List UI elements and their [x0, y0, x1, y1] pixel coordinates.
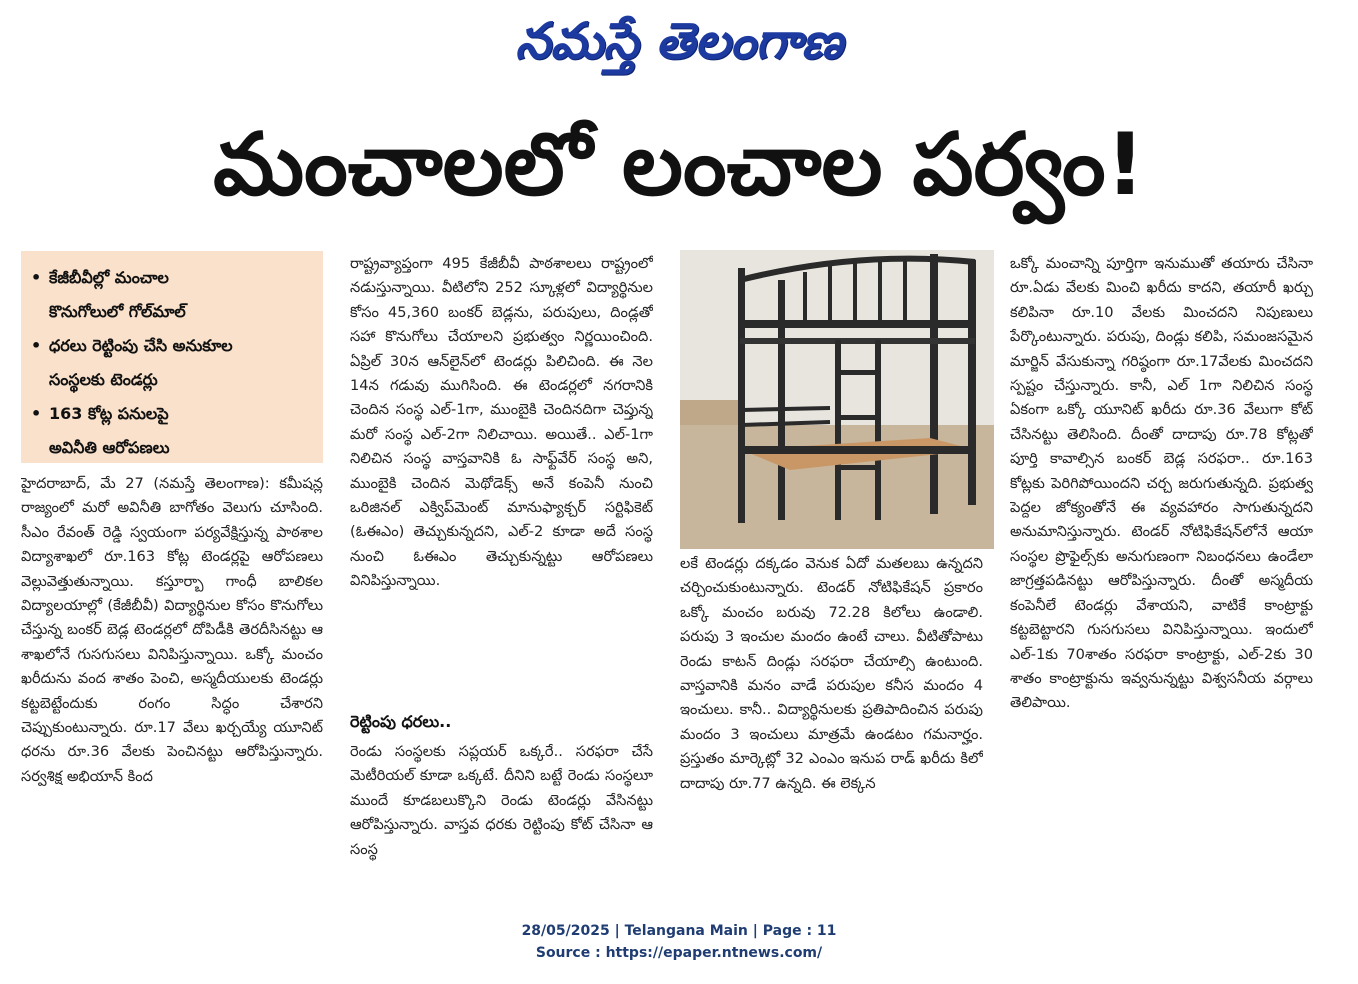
footer-date-line: 28/05/2025 | Telangana Main | Page : 11	[521, 923, 837, 939]
article-paragraph: హైదరాబాద్, మే 27 (నమస్తే తెలంగాణ): కమీషన్ల రాజ్యంలో మరో అవినీతి బాగోతం వెలుగు చూసింది. సీఎం రేవంత్ రెడ్డి స్వయంగా పర్యవేక్షిస్తున్న పాఠశాల విద్యాశాఖలో రూ.163 కోట్ల టెండర్లపై ఆరోపణలు వెల్లువెత్తుతున్నాయి. కస్తూర్బా గాంధీ బాలికల విద్యాలయాల్లో (కేజీబీవీ) విద్యార్థినుల కోసం కొనుగోలు చేస్తున్న బంకర్ బెడ్ల టెండర్లలో దోపిడీకి తెరదీసినట్టు ఆ శాఖలోనే గుసగుసలు వినిపిస్తున్నాయి. ఒక్కో మంచం ఖరీదును వంద శాతం పెంచి, అస్మదీయులకు టెండర్లు కట్టబెట్టేందుకు రంగం సిద్ధం చేశారని చెప్పుకుంటున్నారు. రూ.17 వేలు ఖర్చయ్యే యూనిట్ ధరను రూ.36 వేలకు పెంచినట్టు ఆరోపిస్తున్నారు. సర్వశిక్ష అభియాన్ కింద	[21, 475, 323, 785]
highlight-item: • కేజీబీవీల్లో మంచాల కొనుగోలులో గోల్‌మాల్	[31, 261, 315, 329]
article-subheading: రెట్టింపు ధరలు..	[350, 712, 452, 731]
bullet-icon: •	[31, 404, 42, 423]
page-footer	[0, 920, 1358, 964]
footer-source-line: Source : https://epaper.ntnews.com/	[535, 945, 823, 961]
bunk-bed-icon	[680, 250, 994, 549]
article-column-2b	[350, 740, 653, 890]
bullet-icon: •	[31, 336, 42, 355]
article-column-4	[1010, 252, 1313, 892]
article-paragraph: రెండు సంస్థలకు సప్లయర్ ఒక్కరే.. సరఫరా చేసే మెటీరియల్ కూడా ఒక్కటే. దీనిని బట్టే రెండు సంస్థలూ ముందే కూడబలుక్కొని రెండు టెండర్లు వేసినట్టు ఆరోపిస్తున్నారు. వాస్తవ ధరకు రెట్టింపు కోట్ చేసినా ఆ సంస్థ	[350, 743, 653, 858]
highlight-item: • 163 కోట్ల పనులపై అవినీతి ఆరోపణలు	[31, 397, 315, 465]
article-column-3	[680, 552, 983, 892]
article-column-2	[350, 252, 653, 704]
bunk-bed-photo	[680, 250, 994, 549]
article-paragraph: ఒక్కో మంచాన్ని పూర్తిగా ఇనుముతో తయారు చేసినా రూ.ఏడు వేలకు మించి ఖరీదు కాదని, తయారీ ఖర్చు కలిపినా రూ.10 వేలకు మించదని నిపుణులు పేర్కొంటున్నారు. పరుపు, దిండ్లు కలిపి, సమంజసమైన మార్జిన్ వేసుకున్నా గరిష్ఠంగా రూ.17వేలకు మించదని స్పష్టం చేస్తున్నారు. కానీ, ఎల్ 1గా నిలిచిన సంస్థ ఏకంగా ఒక్కో యూనిట్ ఖరీదు రూ.36 వేలుగా కోట్ చేసినట్టు తెలిసింది. దీంతో దాదాపు రూ.78 కోట్లతో పూర్తి కావాల్సిన బంకర్ బెడ్ల సరఫరా.. రూ.163 కోట్లకు పెరిగిపోయిందని చర్చ జరుగుతున్నది. ప్రభుత్వ పెద్దల జోక్యంతోనే ఈ వ్యవహారం సాగుతున్నదని అనుమానిస్తున్నారు. టెండర్ నోటిఫికేషన్‌లోనే ఆయా సంస్థల ప్రొఫైల్స్‌కు అనుగుణంగా నిబంధనలు ఉండేలా జాగ్రత్తపడినట్టు ఆరోపిస్తున్నారు. దీంతో అస్మదీయ కంపెనీలే టెండర్లు వేశాయని, వాటికే కాంట్రాక్టు కట్టబెట్టారని గుసగుసలు వినిపిస్తున్నాయి. ఇందులో ఎల్-1కు 70శాతం సరఫరా కాంట్రాక్టు, ఎల్-2కు 30 శాతం కాంట్రాక్టును ఇవ్వనున్నట్టు విశ్వసనీయ వర్గాలు తెలిపాయి.	[1010, 255, 1313, 712]
article-column-1	[21, 472, 323, 892]
article-paragraph: లకే టెండర్లు దక్కడం వెనుక ఏదో మతలబు ఉన్నదని చర్చించుకుంటున్నారు. టెండర్ నోటిఫికేషన్ ప్రకారం ఒక్కో మంచం బరువు 72.28 కిలోలు ఉండాలి. పరుపు 3 ఇంచుల మందం ఉంటే చాలు. వీటితోపాటు రెండు కాటన్ దిండ్లు సరఫరా చేయాల్సి ఉంటుంది. వాస్తవానికి మనం వాడే పరుపుల కనీస మందం 4 ఇంచులు. కానీ.. విద్యార్థినులకు ప్రతిపాదించిన పరుపు మందం 3 ఇంచులు మాత్రమే ఉండటం గమనార్హం. ప్రస్తుతం మార్కెట్లో 32 ఎంఎం ఇనుప రాడ్ ఖరీదు కిలో దాదాపు రూ.77 ఉన్నది. ఈ లెక్కన	[680, 555, 983, 792]
newspaper-masthead: నమస్తే తెలంగాణ	[515, 11, 843, 70]
highlights-box	[21, 251, 323, 463]
article-paragraph: రాష్ట్రవ్యాప్తంగా 495 కేజీబీవీ పాఠశాలలు రాష్ట్రంలో నడుస్తున్నాయి. వీటిలోని 252 స్కూళ్లలో విద్యార్థినుల కోసం 45,360 బంకర్ బెడ్లను, పరుపులు, దిండ్లతో సహా కొనుగోలు చేయాలని ప్రభుత్వం నిర్ణయించింది. ఏప్రిల్ 30న ఆన్‌లైన్‌లో టెండర్లు పిలిచింది. ఈ నెల 14న గడువు ముగిసింది. ఈ టెండర్లలో నగరానికి చెందిన సంస్థ ఎల్-1గా, ముంబైకి చెందినదిగా చెప్తున్న మరో సంస్థ ఎల్-2గా నిలిచాయి. అయితే.. ఎల్-1గా నిలిచిన సంస్థ వాస్తవానికి ఓ సాఫ్ట్‌వేర్ సంస్థ అని, ముంబైకి చెందిన మెథోడెక్స్ అనే కంపెనీ నుంచి ఒరిజినల్ ఎక్విప్‌మెంట్ మానుఫ్యాక్చర్ సర్టిఫికెట్ (ఓఈఎం) తెచ్చుకున్నదని, ఎల్-2 కూడా అదే సంస్థ నుంచి ఓఈఎం తెచ్చుకున్నట్టు ఆరోపణలు వినిపిస్తున్నాయి.	[350, 255, 653, 590]
bullet-icon: •	[31, 268, 42, 287]
article-headline: మంచాలలో లంచాల పర్వం!	[213, 115, 1145, 215]
highlight-item: • ధరలు రెట్టింపు చేసి అనుకూల సంస్థలకు టెండర్లు	[31, 329, 315, 397]
